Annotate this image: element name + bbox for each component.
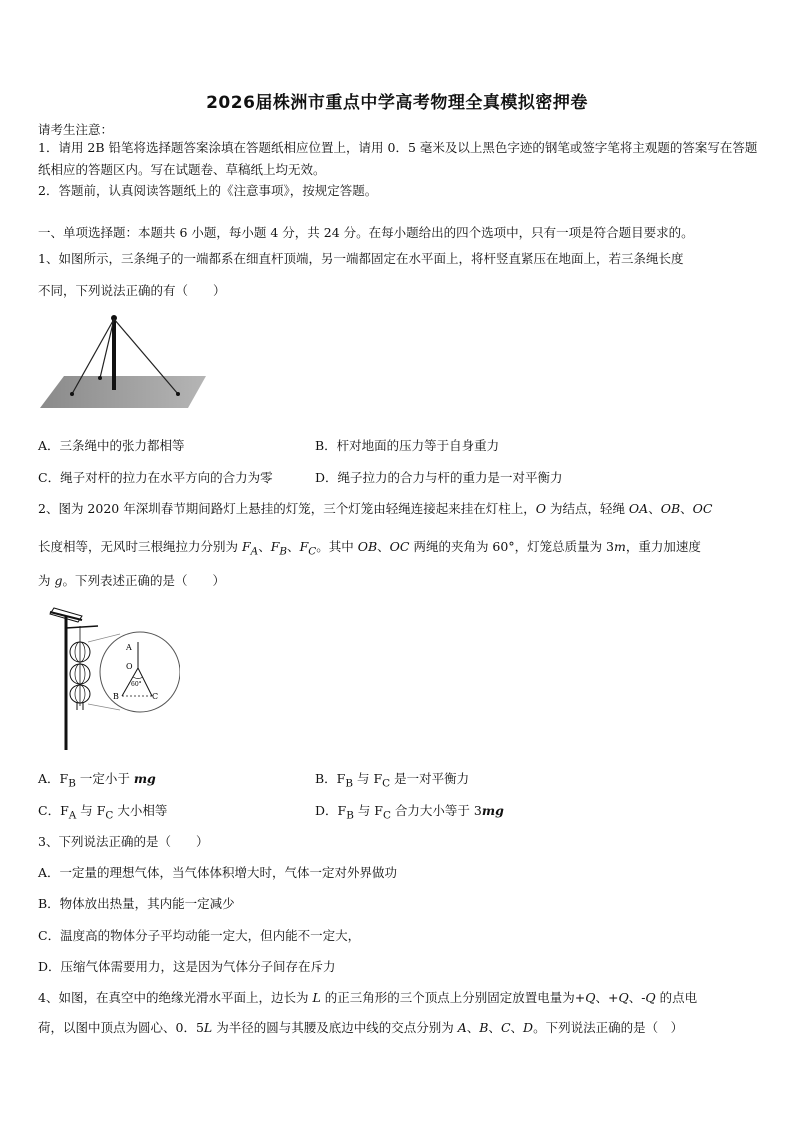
q2-option-a: A．$F_B$ 一定小于 mg: [38, 771, 156, 790]
q1-figure-rod-and-ropes: [38, 310, 208, 412]
q3-option-c: C．温度高的物体分子平均动能一定大，但内能不一定大，: [38, 928, 361, 943]
q2-stem-line1: 2、图为 2020 年深圳春节期间路灯上悬挂的灯笼，三个灯笼由轻绳连接起来挂在灯柱上，O 为结点，轻绳 OA、OB、OC: [38, 501, 713, 516]
q1-stem-line1: 1、如图所示，三条绳子的一端都系在细直杆顶端，另一端都固定在水平面上，将杆竖直紧压在地面上，若三条绳长度: [38, 251, 684, 266]
q4-stem-line1: 4、如图，在真空中的绝缘光滑水平面上，边长为 L 的正三角形的三个顶点上分别固定放置电量为+Q、+Q、-Q 的点电: [38, 990, 698, 1005]
notice-item-1: 1．请用 2B 铅笔将选择题答案涂填在答题纸相应位置上，请用 0．5 毫米及以上黑色字迹的钢笔或签字笔将主观题的答案写在答题纸相应的答题区内。写在试题卷、草稿纸上均无效。: [38, 140, 758, 177]
q2-fig-angle-label: 60°: [131, 681, 142, 688]
q2-figure-lantern-pole: [40, 606, 180, 754]
q3-stem: 3、下列说法正确的是（ ）: [38, 834, 209, 849]
q2-option-d: D．$F_B$ 与 $F_C$ 合力大小等于 3mg: [315, 803, 504, 822]
q3-option-a: A．一定量的理想气体，当气体体积增大时，气体一定对外界做功: [38, 865, 398, 880]
q3-option-d: D．压缩气体需要用力，这是因为气体分子间存在斥力: [38, 959, 336, 974]
q1-option-a: A．三条绳中的张力都相等: [38, 438, 185, 453]
q4-stem-line2: 荷，以图中顶点为圆心、0．5L 为半径的圆与其腰及底边中线的交点分别为 A、B、C、D。下列说法正确的是（ ）: [38, 1020, 684, 1035]
q2-stem-line2: 长度相等，无风时三根绳拉力分别为 $F_A$、$F_B$、$F_C$。其中 OB、OC 两绳的夹角为 60°，灯笼总质量为 3m，重力加速度: [38, 539, 701, 558]
q2-fig-label-c: C: [152, 692, 159, 701]
q2-option-b: B．$F_B$ 与 $F_C$ 是一对平衡力: [315, 771, 470, 790]
q2-fig-label-o: O: [126, 662, 133, 671]
q2-option-c: C．$F_A$ 与 $F_C$ 大小相等: [38, 803, 168, 822]
section-heading: 一、单项选择题：本题共 6 小题，每小题 4 分，共 24 分。在每小题给出的四个选项中，只有一项是符合题目要求的。: [38, 225, 694, 240]
notice-item-2: 2．答题前，认真阅读答题纸上的《注意事项》，按规定答题。: [38, 183, 378, 198]
q1-option-b: B．杆对地面的压力等于自身重力: [315, 438, 500, 453]
notice-heading: 请考生注意：: [38, 122, 114, 137]
q1-option-d: D．绳子拉力的合力与杆的重力是一对平衡力: [315, 470, 563, 485]
q2-stem-line3: 为 g。下列表述正确的是（ ）: [38, 573, 226, 588]
page-title: 2026届株洲市重点中学高考物理全真模拟密押卷: [206, 93, 588, 113]
q2-fig-label-b: B: [113, 692, 119, 701]
q3-option-b: B．物体放出热量，其内能一定减少: [38, 896, 235, 911]
q2-fig-label-a: A: [126, 643, 132, 652]
q1-stem-line2: 不同，下列说法正确的有（ ）: [38, 283, 226, 298]
q1-option-c: C．绳子对杆的拉力在水平方向的合力为零: [38, 470, 273, 485]
